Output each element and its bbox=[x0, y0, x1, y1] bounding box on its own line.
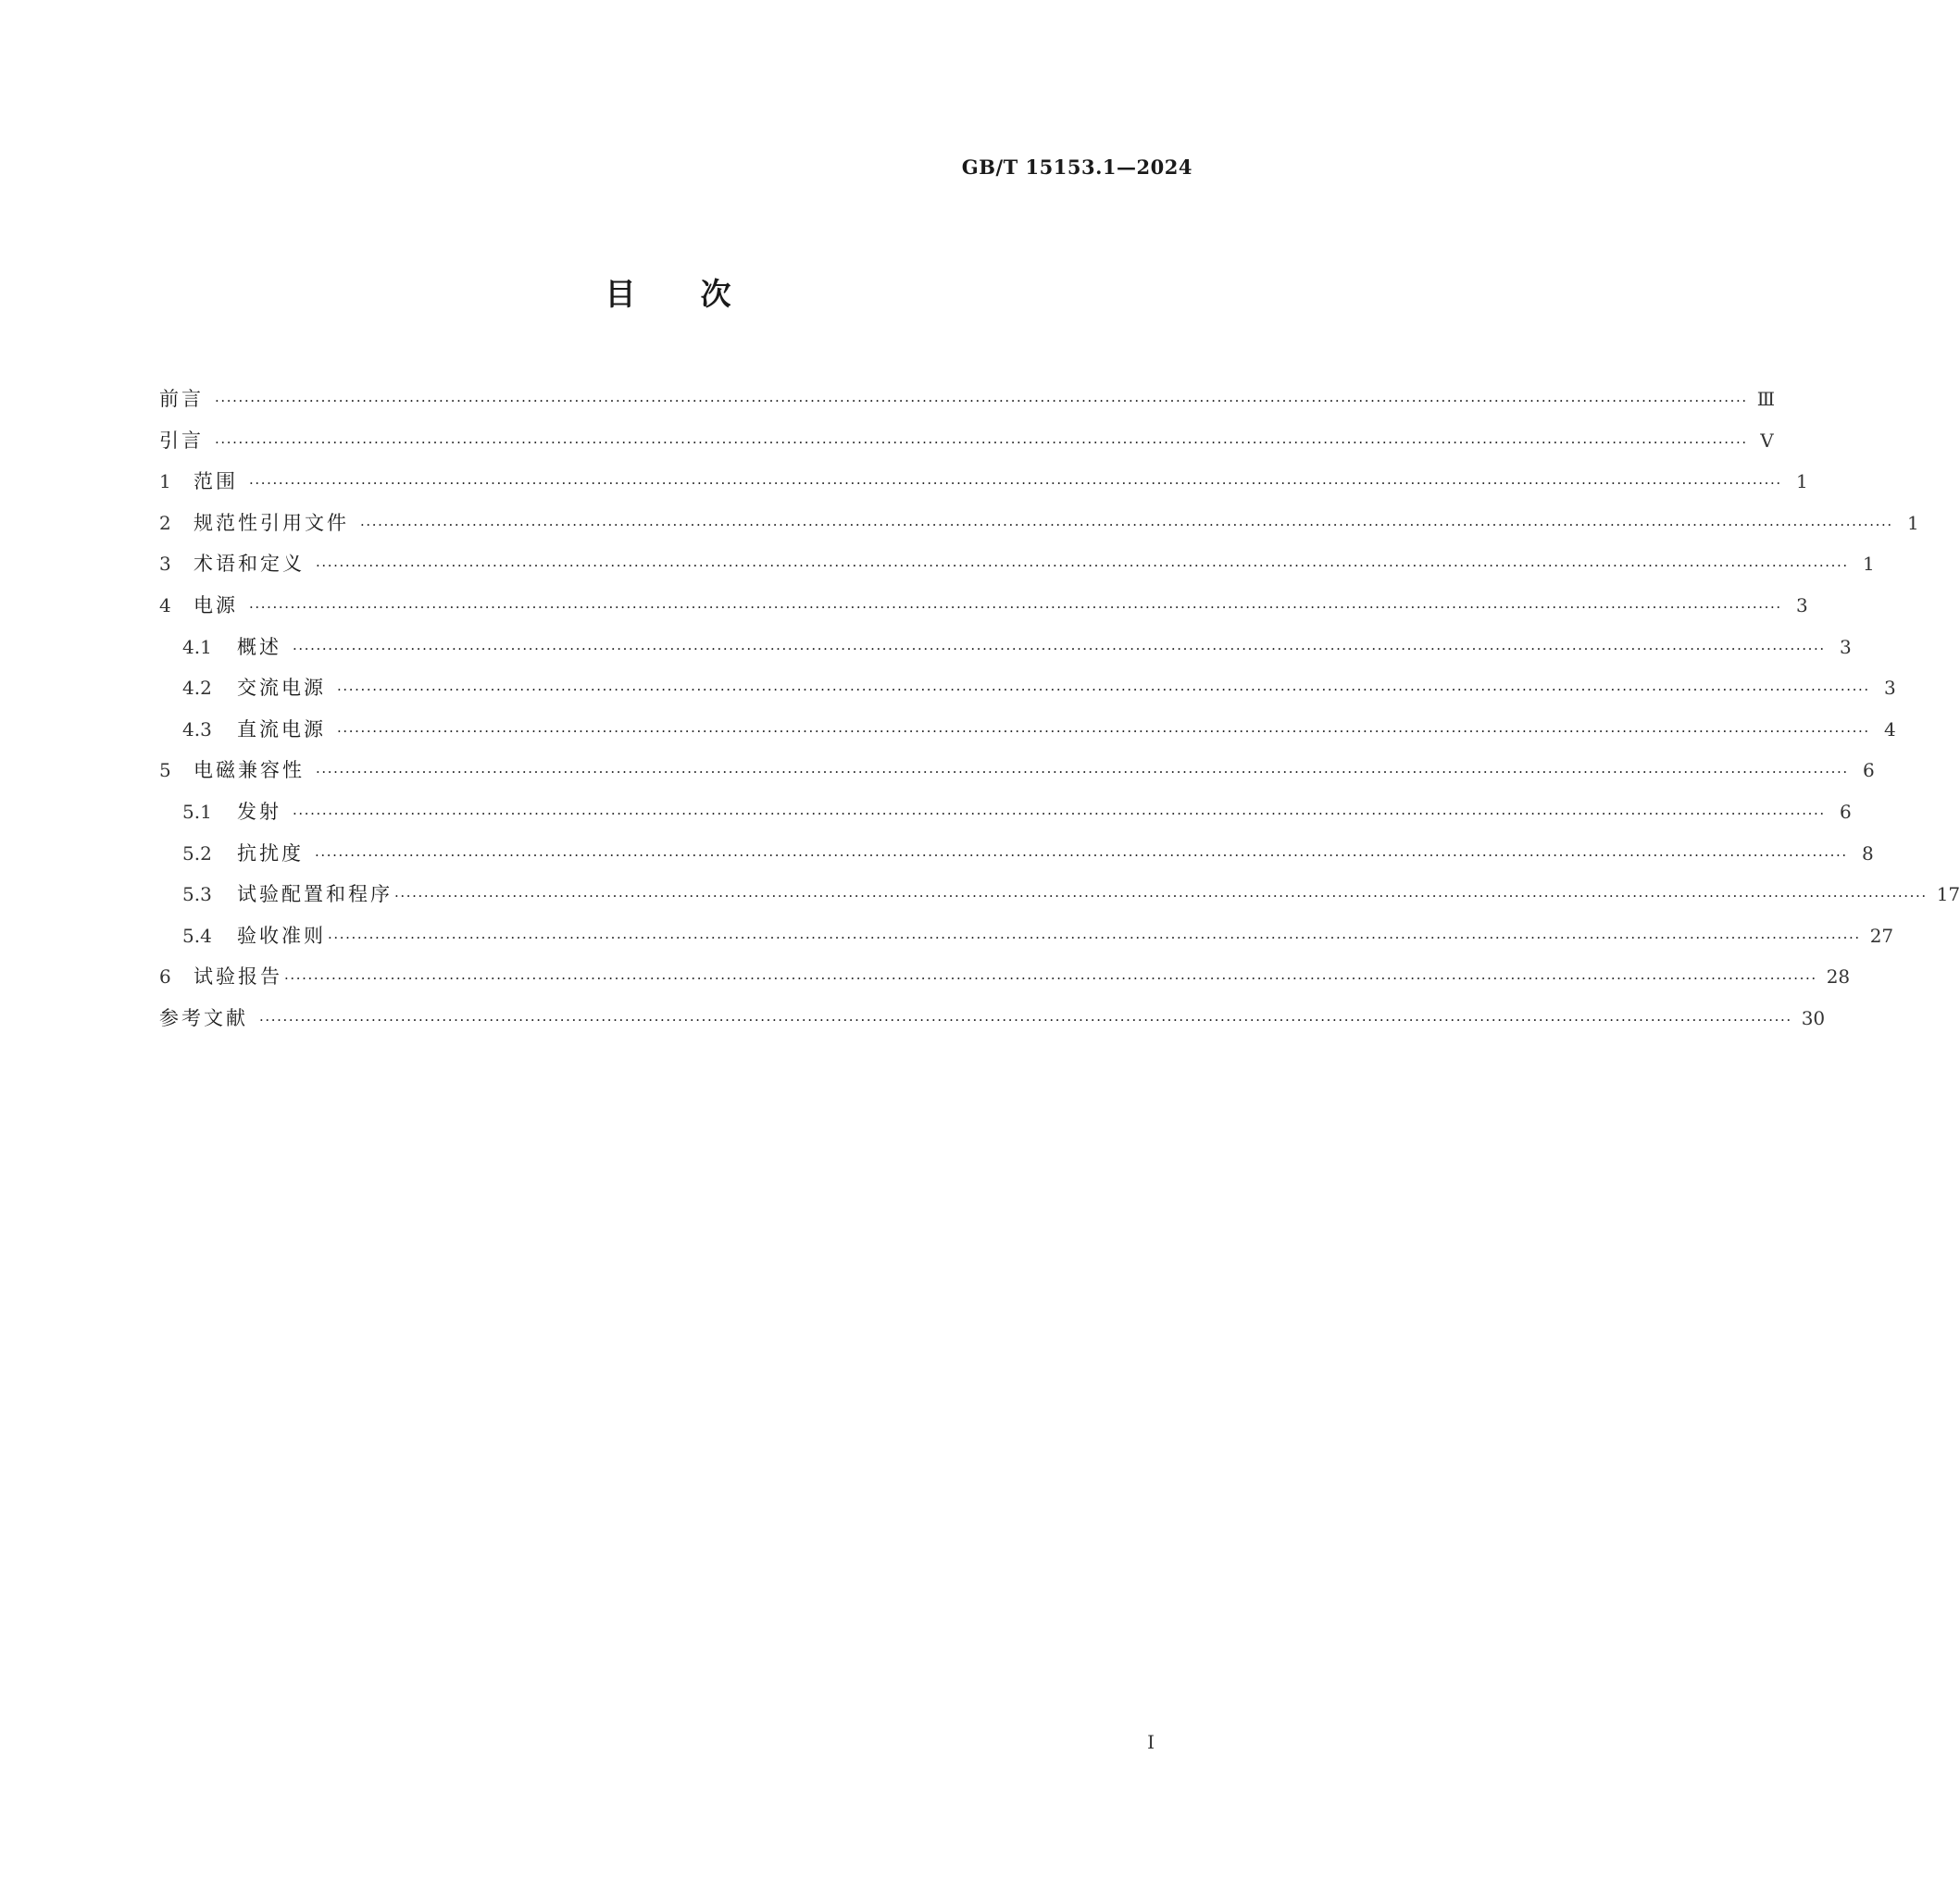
toc-entry[interactable] bbox=[159, 420, 1774, 462]
table-of-contents bbox=[159, 379, 1960, 1039]
toc-entry-number: 2 bbox=[159, 511, 171, 534]
toc-entry-label: 前言 bbox=[159, 388, 204, 410]
toc-entry-number: 4.1 bbox=[182, 635, 212, 658]
toc-leader-dots: ···································································································································································································································································· bbox=[360, 516, 1893, 533]
toc-leader-dots: ···································································································································································································································································· bbox=[215, 433, 1748, 451]
toc-entry-page: 1 bbox=[1906, 511, 1919, 534]
page-number: I bbox=[1147, 1731, 1155, 1753]
toc-entry-label: 交流电源 bbox=[237, 677, 326, 700]
toc-leader-dots: ···································································································································································································································································· bbox=[215, 392, 1748, 409]
toc-entry-page: 1 bbox=[1795, 470, 1808, 493]
toc-entry-page: 28 bbox=[1826, 965, 1851, 989]
toc-entry[interactable] bbox=[159, 667, 1896, 709]
page-title-right: 次 bbox=[700, 276, 733, 312]
toc-entry-label: 试验报告 bbox=[194, 965, 282, 989]
toc-leader-dots: ···································································································································································································································································· bbox=[259, 1011, 1792, 1028]
toc-entry[interactable] bbox=[159, 379, 1775, 420]
toc-entry[interactable] bbox=[159, 503, 1919, 544]
toc-leader-dots: ···································································································································································································································································· bbox=[316, 764, 1849, 781]
page-title-left: 目 bbox=[605, 276, 638, 312]
toc-entry-label: 发射 bbox=[237, 800, 281, 823]
toc-entry-label: 规范性引用文件 bbox=[194, 511, 349, 534]
toc-entry-number: 4 bbox=[159, 593, 171, 616]
toc-entry-page: 3 bbox=[1795, 593, 1808, 616]
toc-entry-page: 6 bbox=[1862, 759, 1875, 782]
toc-entry[interactable] bbox=[159, 915, 1894, 957]
toc-entry[interactable] bbox=[159, 874, 1960, 915]
toc-leader-dots: ···································································································································································································································································· bbox=[293, 640, 1826, 657]
toc-entry-number: 5.1 bbox=[182, 800, 212, 823]
toc-entry-page: 3 bbox=[1839, 635, 1852, 658]
toc-entry-label: 概述 bbox=[237, 635, 281, 658]
toc-entry-number: 1 bbox=[159, 470, 171, 493]
toc-entry-page: 4 bbox=[1883, 717, 1896, 741]
toc-leader-dots: ···································································································································································································································································· bbox=[284, 970, 1817, 988]
toc-entry-number: 5.4 bbox=[182, 924, 212, 947]
toc-entry-label: 参考文献 bbox=[159, 1006, 248, 1029]
toc-entry-label: 直流电源 bbox=[237, 717, 326, 741]
toc-entry-label: 抗扰度 bbox=[237, 841, 304, 865]
toc-entry-number: 5 bbox=[159, 759, 171, 782]
toc-entry-page: Ⅴ bbox=[1760, 429, 1774, 452]
toc-entry[interactable] bbox=[159, 461, 1808, 503]
toc-entry-page: 8 bbox=[1861, 841, 1874, 865]
toc-entry-label: 引言 bbox=[159, 429, 204, 452]
toc-entry-number: 5.2 bbox=[182, 841, 212, 865]
document-code: GB/T 15153.1—2024 bbox=[961, 156, 1192, 179]
toc-leader-dots: ···································································································································································································································································· bbox=[249, 598, 1782, 616]
toc-entry[interactable] bbox=[159, 543, 1875, 585]
toc-entry-page: 3 bbox=[1883, 677, 1896, 700]
toc-entry-page: 27 bbox=[1869, 924, 1894, 947]
toc-entry-page: 17 bbox=[1936, 883, 1960, 906]
toc-entry-number: 4.3 bbox=[182, 717, 212, 741]
toc-entry-label: 试验配置和程序 bbox=[237, 883, 393, 906]
toc-entry[interactable] bbox=[159, 791, 1852, 833]
toc-entry[interactable] bbox=[159, 709, 1896, 751]
toc-entry-page: 1 bbox=[1862, 553, 1875, 576]
toc-entry-label: 验收准则 bbox=[237, 924, 326, 947]
toc-entry-label: 范围 bbox=[194, 470, 238, 493]
toc-entry-page: Ⅲ bbox=[1756, 388, 1775, 410]
toc-entry-number: 6 bbox=[159, 965, 171, 989]
toc-entry-label: 电源 bbox=[194, 593, 238, 616]
toc-entry-label: 术语和定义 bbox=[194, 553, 305, 576]
toc-leader-dots: ···································································································································································································································································· bbox=[394, 888, 1928, 905]
toc-entry[interactable] bbox=[159, 750, 1875, 791]
toc-leader-dots: ···································································································································································································································································· bbox=[328, 928, 1861, 946]
toc-entry-number: 5.3 bbox=[182, 883, 212, 906]
toc-entry[interactable] bbox=[159, 585, 1808, 627]
toc-leader-dots: ···································································································································································································································································· bbox=[316, 557, 1849, 575]
toc-leader-dots: ···································································································································································································································································· bbox=[337, 722, 1870, 740]
toc-leader-dots: ···································································································································································································································································· bbox=[249, 475, 1782, 492]
page-title bbox=[0, 270, 1338, 314]
toc-entry-page: 6 bbox=[1839, 800, 1852, 823]
toc-entry[interactable] bbox=[159, 956, 1851, 998]
toc-entry[interactable] bbox=[159, 627, 1852, 668]
toc-entry[interactable] bbox=[159, 833, 1874, 875]
toc-entry-number: 4.2 bbox=[182, 677, 212, 700]
toc-entry-number: 3 bbox=[159, 553, 171, 576]
toc-entry-page: 30 bbox=[1801, 1006, 1826, 1029]
toc-entry-label: 电磁兼容性 bbox=[194, 759, 305, 782]
toc-leader-dots: ···································································································································································································································································· bbox=[293, 804, 1826, 822]
toc-entry[interactable] bbox=[159, 998, 1826, 1039]
toc-leader-dots: ···································································································································································································································································· bbox=[337, 681, 1870, 699]
toc-leader-dots: ···································································································································································································································································· bbox=[315, 846, 1848, 864]
